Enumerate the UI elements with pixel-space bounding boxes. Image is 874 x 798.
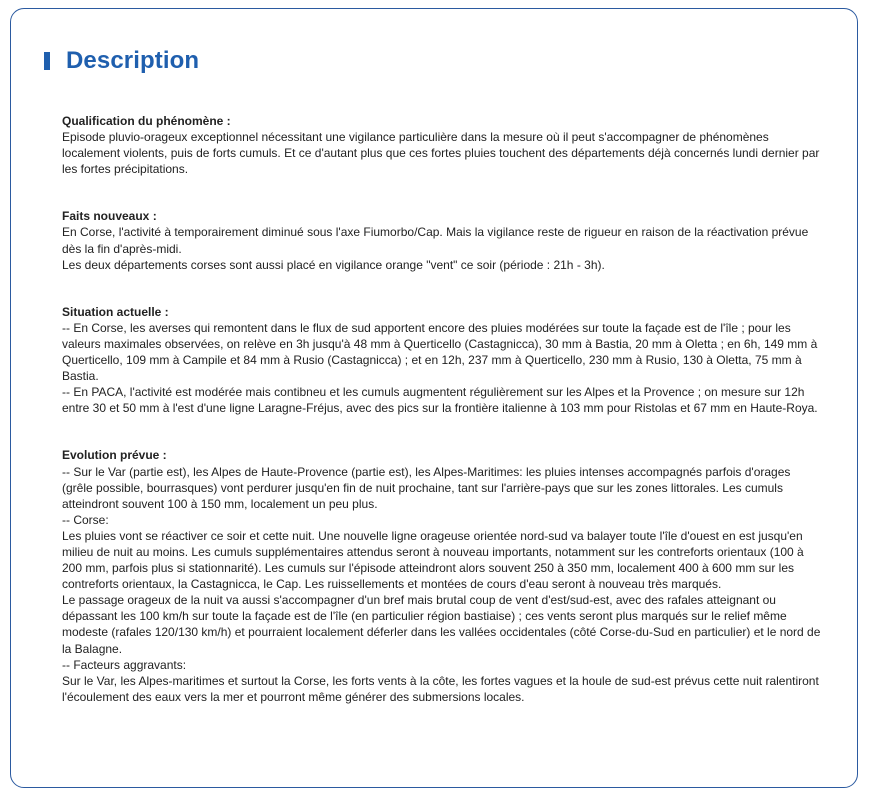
section-title: Evolution prévue :	[62, 448, 167, 463]
page-title: Description	[66, 47, 200, 74]
section-title: Situation actuelle :	[62, 304, 169, 319]
paragraph: -- Sur le Var (partie est), les Alpes de Haute-Provence (partie est), les Alpes-Maritimes: les pluies intenses accompagnés parfois d'orages (grêle possible, bourrasques) vont perdurer jusqu'en fin de nuit prochaine, tant sur l'arrière-pays que sur les zones littorales. Les cumuls atteindront souvent 100 à 150 mm, localement un peu plus.	[62, 464, 791, 511]
paragraph: En Corse, l'activité à temporairement diminué sous l'axe Fiumorbo/Cap. Mais la vigilance reste de rigueur en raison de la réactivation prévue dès la fin d'après-midi.	[62, 225, 809, 256]
section-qualification	[62, 113, 822, 177]
paragraph: Les pluies vont se réactiver ce soir et cette nuit. Une nouvelle ligne orageuse orientée nord-sud va balayer toute l'île d'ouest en est jusqu'en milieu de nuit au moins. Les cumuls supplémentaires attendus seront à nouveau importants, notamment sur les contreforts orientaux (100 à 200 mm, parfois plus si stationnarité). Les cumuls sur l'épisode atteindront alors souvent 250 à 350 mm, localement 400 à 600 mm sur les contreforts orientaux, la Castagnicca, le Cap. Les ruissellements et montées de cours d'eau seront à nouveau très marqués.	[62, 528, 804, 592]
section-faits-nouveaux	[62, 208, 822, 272]
paragraph: Episode pluvio-orageux exceptionnel nécessitant une vigilance particulière dans la mesure où il peut s'accompagner de phénomènes localement violents, puis de forts cumuls. Et ce d'autant plus que ces fortes pluies touchent des départements déjà concernés lundi dernier par les fortes précipitations.	[62, 130, 820, 177]
paragraph: -- Facteurs aggravants:	[62, 657, 187, 672]
section-evolution-prevue	[62, 447, 822, 705]
paragraph: Les deux départements corses sont aussi placé en vigilance orange "vent" ce soir (période : 21h - 3h).	[62, 257, 605, 272]
paragraph: Le passage orageux de la nuit va aussi s'accompagner d'un bref mais brutal coup de vent d'est/sud-est, avec des rafales atteignant ou dépassant les 100 km/h sur toute la façade est de l'île (en particulier région bastiaise) ; ces vents seront plus marqués sur le relief même modeste (rafales 120/130 km/h) et pourraient localement déferler dans les vallées occidentales (côté Corse-du-Sud en particulier) et le nord de la Balagne.	[62, 593, 821, 656]
paragraph: -- En PACA, l'activité est modérée mais contibneu et les cumuls augmentent régulièrement sur les Alpes et la Provence ; on mesure sur 12h entre 30 et 50 mm à l'est d'une ligne Laragne-Fréjus, avec des pics sur la frontière italienne à 103 mm pour Ristolas et 67 mm en Haute-Roya.	[62, 385, 818, 416]
section-situation-actuelle	[62, 304, 822, 417]
section-title: Faits nouveaux :	[62, 209, 157, 224]
paragraph: -- Corse:	[62, 512, 109, 527]
description-content	[62, 113, 822, 736]
section-title: Qualification du phénomène :	[62, 114, 231, 128]
paragraph: -- En Corse, les averses qui remontent dans le flux de sud apportent encore des pluies modérées sur toute la façade est de l'île ; pour les valeurs maximales observées, on relève en 3h jusqu'à 48 mm à Querticello (Castagnicca), 30 mm à Bastia, 20 mm à Oletta ; en 6h, 149 mm à Querticello, 109 mm à Campile et 84 mm à Rusio (Castagnicca) ; et en 12h, 237 mm à Querticello, 230 mm à Rusio, 130 à Oletta, 75 mm à Bastia.	[62, 320, 818, 384]
header-bar-icon	[44, 52, 50, 70]
section-header	[44, 46, 199, 76]
paragraph: Sur le Var, les Alpes-maritimes et surtout la Corse, les forts vents à la côte, les fortes vagues et la houle de sud-est prévus cette nuit ralentiront l'écoulement des eaux vers la mer et pourront même générer des submersions locales.	[62, 673, 819, 704]
description-panel	[10, 8, 858, 788]
